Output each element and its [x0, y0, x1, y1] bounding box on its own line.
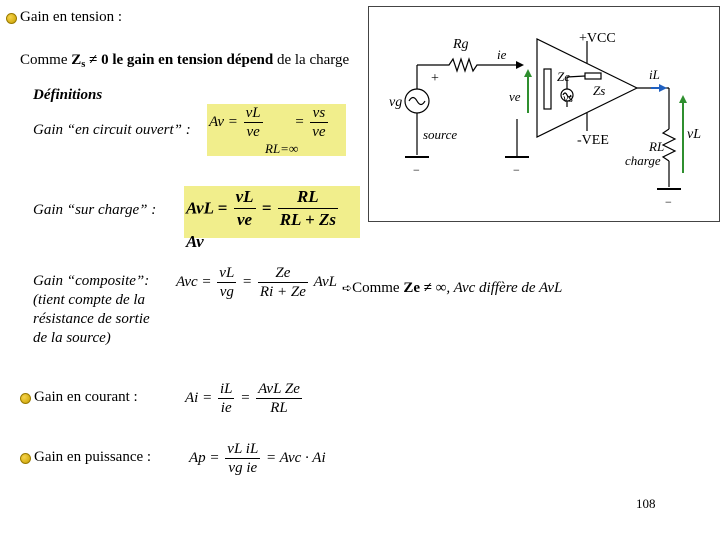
vl-arrow-icon: [679, 95, 687, 103]
zs-sub: s: [81, 59, 86, 70]
zs-neq: ≠ 0 le gain en tension: [85, 52, 227, 68]
ie-den: ie: [220, 400, 232, 416]
note-arrow-icon: ➪: [342, 281, 353, 295]
label-vg: vg: [389, 95, 403, 110]
label-vcc: +VCC: [579, 31, 616, 46]
composite-line-4: de la source): [33, 330, 111, 346]
rl-resistor: [663, 129, 675, 161]
comme-prefix: Comme: [20, 52, 72, 68]
av-tail: Av: [186, 232, 204, 252]
label-ve: ve: [509, 89, 521, 104]
label-source: source: [423, 127, 458, 142]
composite-line-3: résistance de sortie: [33, 311, 150, 327]
note-ze: Ze: [403, 280, 420, 296]
note-text-2: , Avc diffère de AvL: [446, 280, 563, 296]
rl-zs-den: RL + Zs: [279, 210, 336, 229]
section-title-gain-courant: Gain en courant :: [34, 389, 138, 405]
gain-ouvert-equation: [207, 104, 346, 156]
page-number: 108: [636, 496, 656, 511]
gain-courant-equation: [185, 380, 304, 417]
ground-minus-left: −: [413, 163, 420, 177]
bullet-icon: [20, 393, 31, 404]
ground-minus-mid: −: [513, 163, 520, 177]
rl-den: RL: [270, 400, 288, 416]
ve-den2: ve: [312, 124, 326, 140]
gain-charge-equation: [184, 186, 360, 252]
note-ne-inf: ≠ ∞: [419, 280, 447, 296]
depend-word: dépend: [226, 52, 274, 68]
bullet-icon: [20, 453, 31, 464]
section-title-gain-tension: Gain en tension :: [20, 9, 123, 25]
ap-lhs: Ap =: [189, 450, 220, 466]
label-vs: vs: [563, 91, 573, 105]
vl-num: vL: [245, 105, 261, 121]
eq-sign-3: =: [242, 274, 253, 290]
label-plus: +: [431, 71, 439, 86]
vl-num-2: vL: [234, 186, 256, 209]
vl-il-num: vL iL: [227, 441, 259, 457]
vg-den: vg: [219, 284, 234, 300]
zs-box: [585, 73, 601, 79]
avl-ze-num: AvL Ze: [258, 381, 300, 397]
comme-zs-line: [20, 52, 349, 70]
eq-sign-4: =: [240, 390, 251, 406]
ri-ze-den: Ri + Ze: [259, 284, 306, 300]
gain-charge-label: Gain “sur charge” :: [33, 202, 157, 218]
avl-lhs: AvL =: [186, 198, 228, 218]
ai-lhs: Ai =: [185, 390, 213, 406]
ve-den: ve: [246, 124, 260, 140]
ie-arrow-icon: [516, 61, 524, 69]
eq-sign-2: =: [261, 198, 272, 218]
avc-ai: = Avc · Ai: [266, 450, 326, 466]
ground-minus-right: −: [665, 195, 672, 209]
composite-line-2: (tient compte de la: [33, 292, 146, 308]
avl-tail: AvL: [313, 274, 337, 290]
gain-puissance-equation: [189, 440, 326, 477]
vg-ie-den: vg ie: [228, 460, 258, 476]
il-arrow-icon: [659, 84, 667, 92]
composite-note: [342, 280, 562, 297]
comme-suffix: de la charge: [273, 52, 350, 68]
label-vl: vL: [687, 127, 701, 142]
note-text-1: Comme: [352, 280, 404, 296]
ze-num: Ze: [258, 264, 308, 283]
amplifier-circuit-diagram: [368, 6, 720, 222]
label-rl: RL: [649, 139, 665, 154]
circuit-svg: [369, 7, 719, 221]
gain-composite-equation: [176, 264, 337, 301]
cond-rl-inf: RL=∞: [265, 141, 299, 156]
gain-composite-label: [33, 272, 150, 348]
av-lhs: Av =: [209, 114, 238, 130]
label-il: iL: [649, 67, 660, 82]
eq-sign: =: [294, 114, 305, 130]
composite-line-1: Gain “composite”:: [33, 273, 150, 289]
definitions-heading: Définitions: [33, 87, 103, 103]
zs-z: Z: [71, 52, 82, 68]
ve-arrow-icon: [524, 69, 532, 77]
label-zs: Zs: [593, 83, 606, 98]
label-ze: Ze: [557, 69, 570, 84]
label-charge: charge: [625, 153, 661, 168]
vl-num-3: vL: [219, 265, 235, 281]
section-title-gain-puissance: Gain en puissance :: [34, 449, 152, 465]
bullet-icon: [6, 13, 17, 24]
ze-box: [544, 69, 551, 109]
label-vee: -VEE: [577, 133, 609, 148]
gain-ouvert-label: Gain “en circuit ouvert” :: [33, 122, 191, 138]
label-ie: ie: [497, 47, 507, 62]
il-num: iL: [219, 381, 233, 397]
label-rg: Rg: [453, 37, 469, 52]
vs-num: vs: [310, 104, 327, 123]
avc-lhs: Avc =: [176, 274, 212, 290]
rl-num: RL: [278, 186, 338, 209]
ve-den-2: ve: [237, 210, 253, 229]
